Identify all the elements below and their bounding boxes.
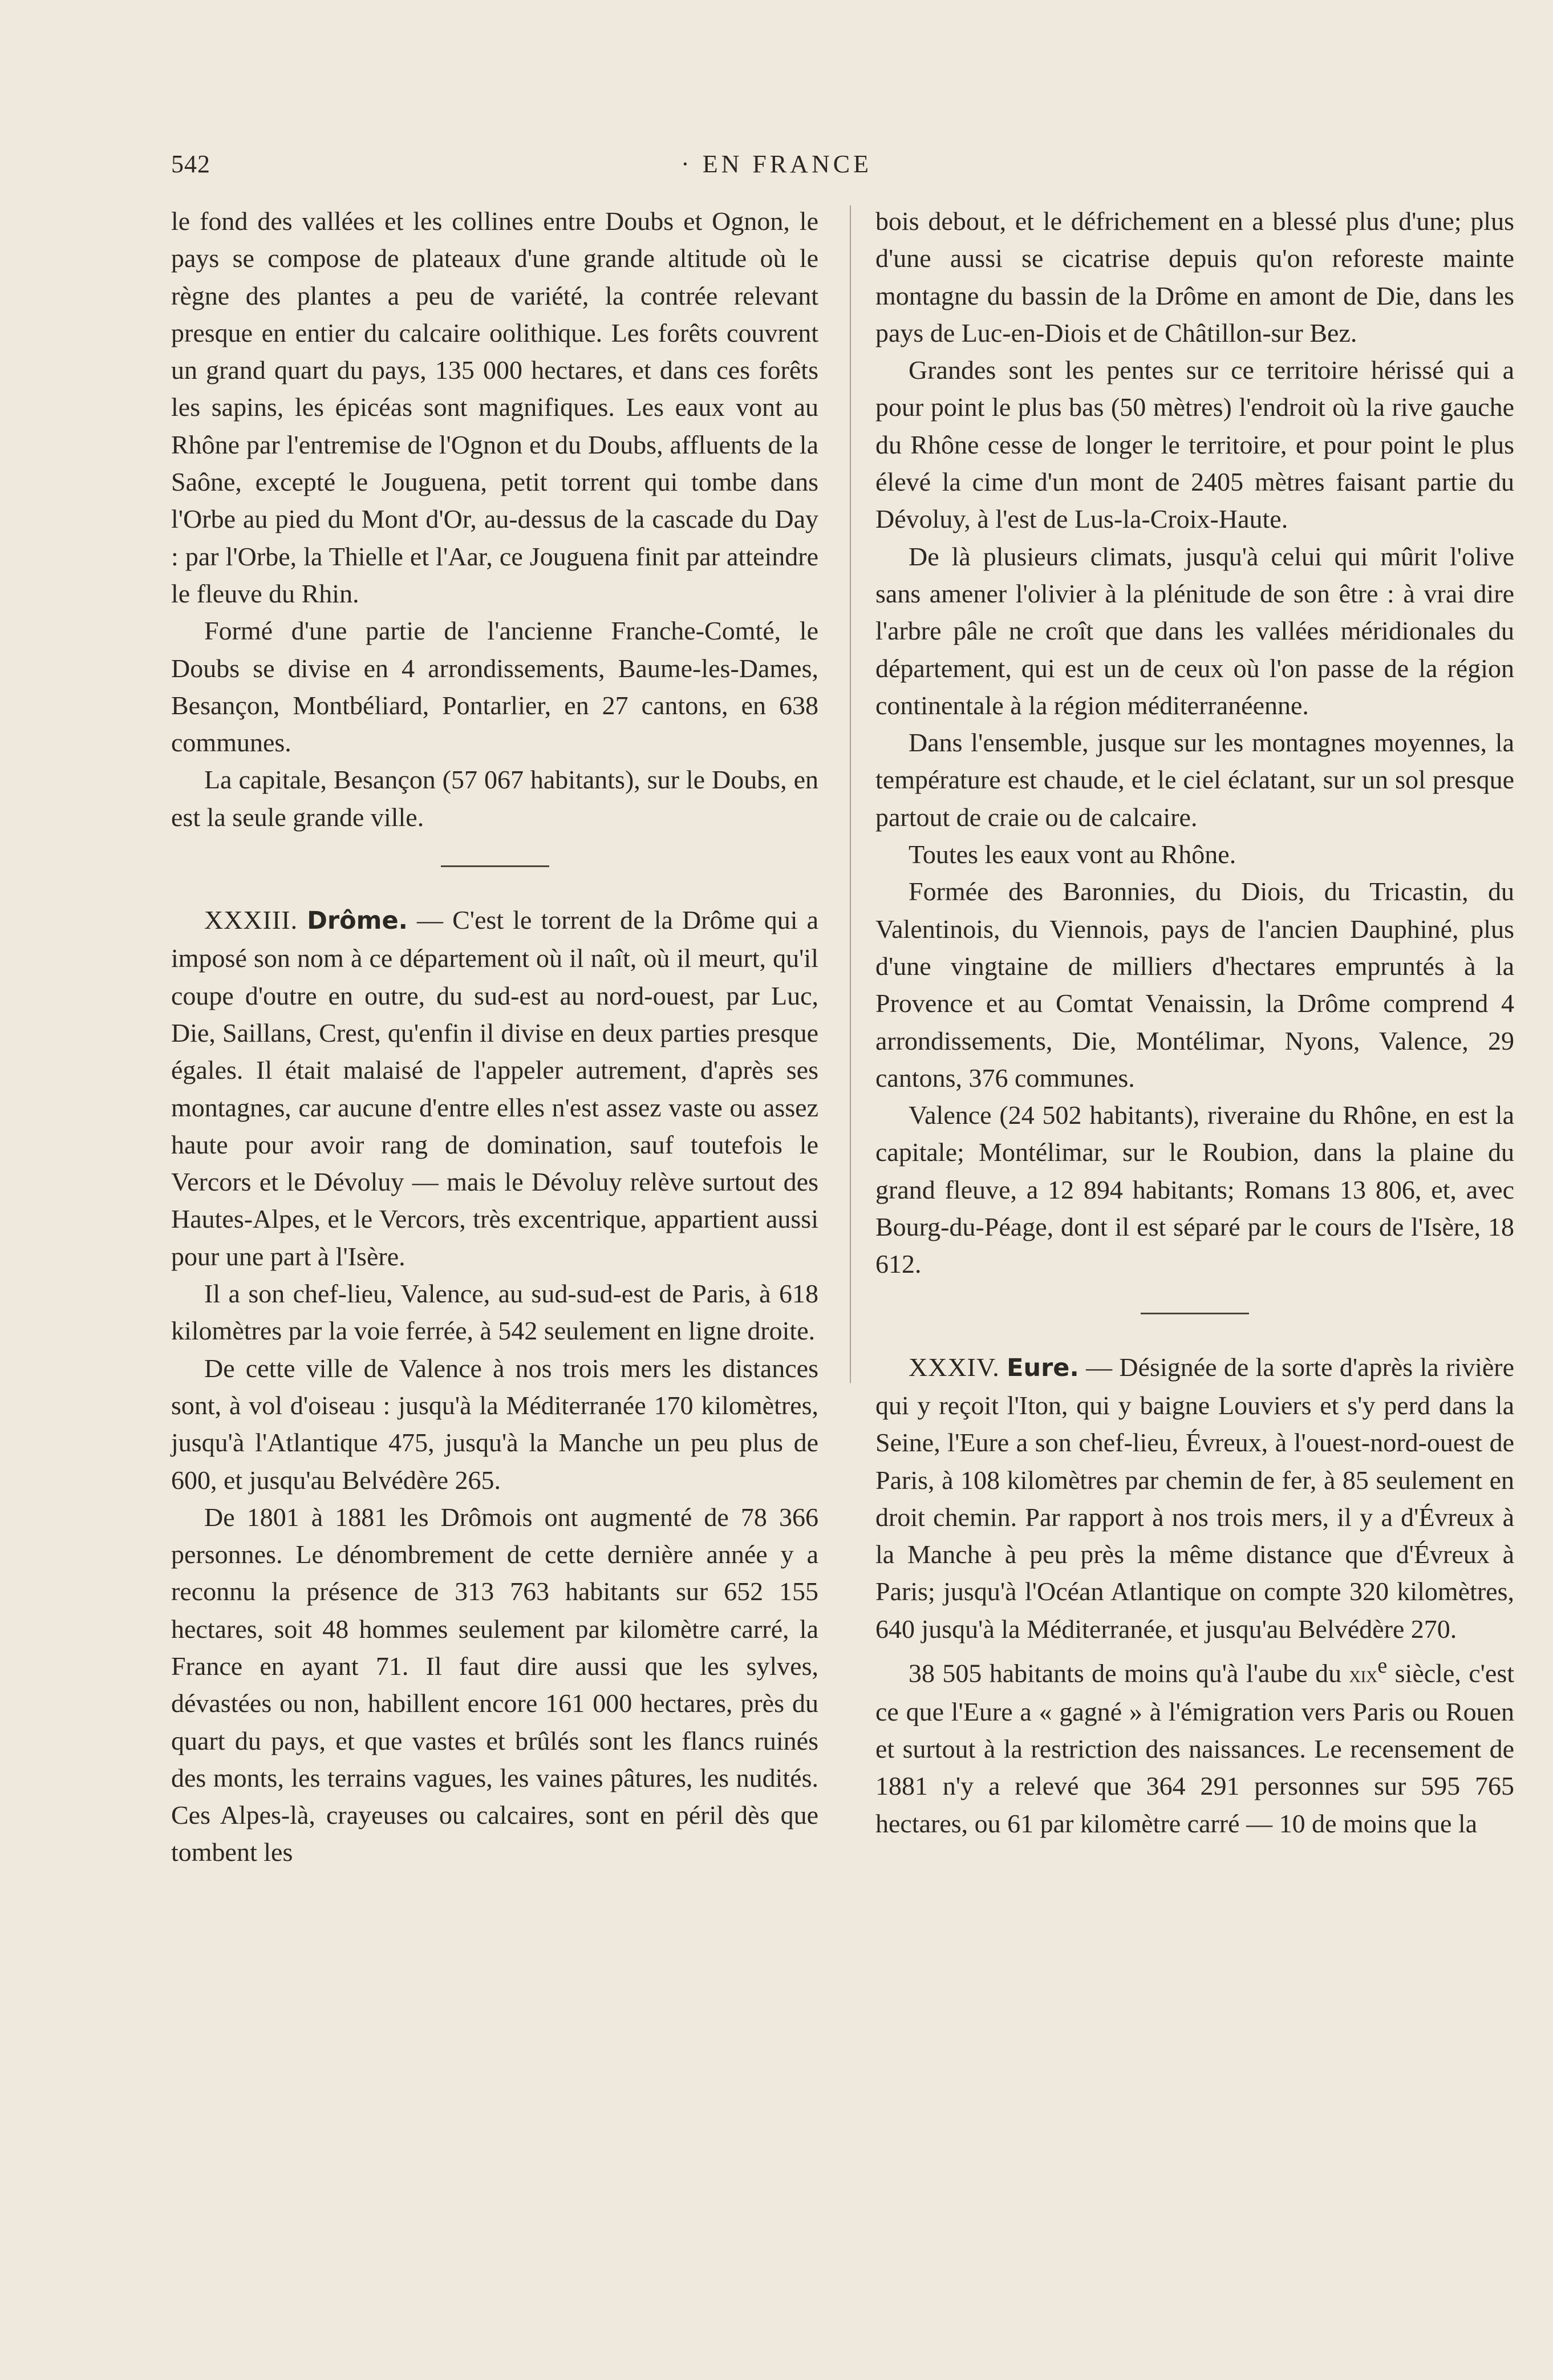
column-divider (850, 205, 851, 2105)
paragraph: bois debout, et le défrichement en a blessé plus d'une; plus d'une aussi se cicatrise depuis qu'on reforeste mainte montagne du bassin de la Drôme en amont de Die, dans les pays de Luc-en-Diois et de Châtillon-sur Bez. (875, 207, 1514, 347)
paragraph: Il a son chef-lieu, Valence, au sud-sud-est de Paris, à 618 kilomètres par la voie ferrée, à 542 seulement en ligne droite. (171, 1279, 818, 1346)
paragraph: Grandes sont les pentes sur ce territoire hérissé qui a pour point le plus bas (50 mètres) l'endroit où la rive gauche du Rhône cesse de longer le territoire, et pour point le plus élevé la cime d'un mont de 2405 mètres faisant partie du Dévoluy, à l'est de Lus-la-Croix-Haute. (875, 355, 1514, 534)
right-column (875, 203, 1514, 1842)
running-head: · EN FRANCE (681, 150, 872, 178)
paragraph: Formé d'une partie de l'ancienne Franche-Comté, le Doubs se divise en 4 arrondissements, Baume-les-Dames, Besançon, Montbéliard, Pontarlier, en 27 cantons, en 638 communes. (171, 616, 818, 758)
paragraph: Toutes les eaux vont au Rhône. (909, 840, 1236, 869)
paragraph: le fond des vallées et les collines entre Doubs et Ognon, le pays se compose de plateaux d'une grande altitude où le règne des plantes a peu de variété, la contrée relevant presque en entier du calcaire oolithique. Les forêts couvrent un grand quart du pays, 135 000 hectares, et dans ces forêts les sapins, les épicéas sont magnifiques. Les eaux vont au Rhône par l'entremise de l'Ognon et du Doubs, affluents de la Saône, excepté le Jouguena, petit torrent qui tombe dans l'Orbe au pied du Mont d'Or, au-dessus de la cascade du Day : par l'Orbe, la Thielle et l'Aar, ce Jouguena finit par atteindre le fleuve du Rhin. (171, 207, 818, 608)
paragraph: Dans l'ensemble, jusque sur les montagnes moyennes, la température est chaude, et le ciel éclatant, sur un sol presque partout de craie ou de calcaire. (875, 728, 1514, 832)
paragraph: Valence (24 502 habitants), riveraine du Rhône, en est la capitale; Montélimar, sur le Roubion, dans la plaine du grand fleuve, a 12 894 habitants; Romans 13 806, et, avec Bourg-du-Péage, dont il est séparé par le cours de l'Isère, 18 612. (875, 1100, 1514, 1279)
section-eure-intro (875, 1349, 1514, 1648)
page-number: 542 (171, 150, 210, 178)
paragraph-text: 38 505 habitants de moins qu'à l'aube du (909, 1658, 1342, 1688)
paragraph (875, 1648, 1514, 1842)
section-number: XXXIII. (204, 905, 298, 935)
section-separator (1141, 1313, 1249, 1314)
superscript: e (1377, 1653, 1388, 1678)
section-number: XXXIV. (909, 1352, 1000, 1382)
section-separator (441, 865, 549, 867)
paragraph-text: — Désignée de la sorte d'après la rivière qui y reçoit l'Iton, qui y baigne Louviers et s'y perd dans la Seine, l'Eure a son chef-lieu, Évreux, à l'ouest-nord-ouest de Paris, à 108 kilomètres par chemin de fer, à 85 seulement en droit chemin. Par rapport à nos trois mers, il y a d'Évreux à la Manche à peu près la même distance que d'Évreux à Paris; jusqu'à l'Océan Atlantique on compte 320 kilomètres, 640 jusqu'à la Méditerranée, et jusqu'au Belvédère 270. (875, 1352, 1515, 1644)
section-title-eure: Eure. (1007, 1353, 1079, 1382)
paragraph: Formée des Baronnies, du Diois, du Tricastin, du Valentinois, du Viennois, pays de l'ancien Dauphiné, plus d'une vingtaine de milliers d'hectares empruntés à la Provence et au Comtat Venaissin, la Drôme comprend 4 arrondissements, Die, Montélimar, Nyons, Valence, 29 cantons, 376 communes. (875, 877, 1514, 1092)
paragraph: De 1801 à 1881 les Drômois ont augmenté de 78 366 personnes. Le dénombrement de cette dernière année y a reconnu la présence de 313 763 habitants sur 652 155 hectares, soit 48 hommes seulement par kilomètre carré, la France en ayant 71. Il faut dire aussi que les sylves, dévastées ou non, habillent encore 161 000 hectares, près du quart du pays, et que vastes et brûlés sont les flancs ruinés des monts, les terrains vagues, les vaines pâtures, les nudités. Ces Alpes-là, crayeuses ou calcaires, sont en péril dès que tombent les (171, 1502, 818, 1867)
section-drome-intro (171, 901, 818, 1275)
section-title-drome: Drôme. (307, 906, 408, 936)
paragraph-text: siècle, c'est ce que l'Eure a « gagné » à l'émigration vers Paris ou Rouen et surtout à la restriction des naissances. Le recensement de 1881 n'y a relevé que 364 291 personnes sur 595 765 hectares, ou 61 par kilomètre carré — 10 de moins que la (875, 1658, 1515, 1838)
paragraph: De cette ville de Valence à nos trois mers les distances sont, à vol d'oiseau : jusqu'à la Méditerranée 170 kilomètres, jusqu'à l'Atlantique 475, jusqu'à la Manche un peu plus de 600, et jusqu'au Belvédère 265. (171, 1353, 818, 1495)
paragraph: De là plusieurs climats, jusqu'à celui qui mûrit l'olive sans amener l'olivier à la plénitude de son être : à vrai dire l'arbre pâle ne croît que dans les vallées méridionales du département, qui est un de ceux où l'on passe de la région continentale à la région méditerranéenne. (875, 541, 1514, 720)
paragraph: La capitale, Besançon (57 067 habitants), sur le Doubs, en est la seule grande ville. (171, 765, 818, 832)
paragraph-text: — C'est le torrent de la Drôme qui a imposé son nom à ce département où il naît, où il meurt, qu'il coupe d'outre en outre, du sud-est au nord-ouest, par Luc, Die, Saillans, Crest, qu'enfin il divise en deux parties presque égales. Il était malaisé de l'appeler autrement, d'après ses montagnes, car aucune d'entre elles n'est assez vaste ou assez haute pour avoir rang de domination, sauf toutefois le Vercors et le Dévoluy — mais le Dévoluy relève surtout des Hautes-Alpes, et le Vercors, très excentrique, appartient aussi pour une part à l'Isère. (171, 905, 819, 1271)
century-numeral: xix (1349, 1661, 1378, 1687)
left-column (171, 203, 818, 1871)
